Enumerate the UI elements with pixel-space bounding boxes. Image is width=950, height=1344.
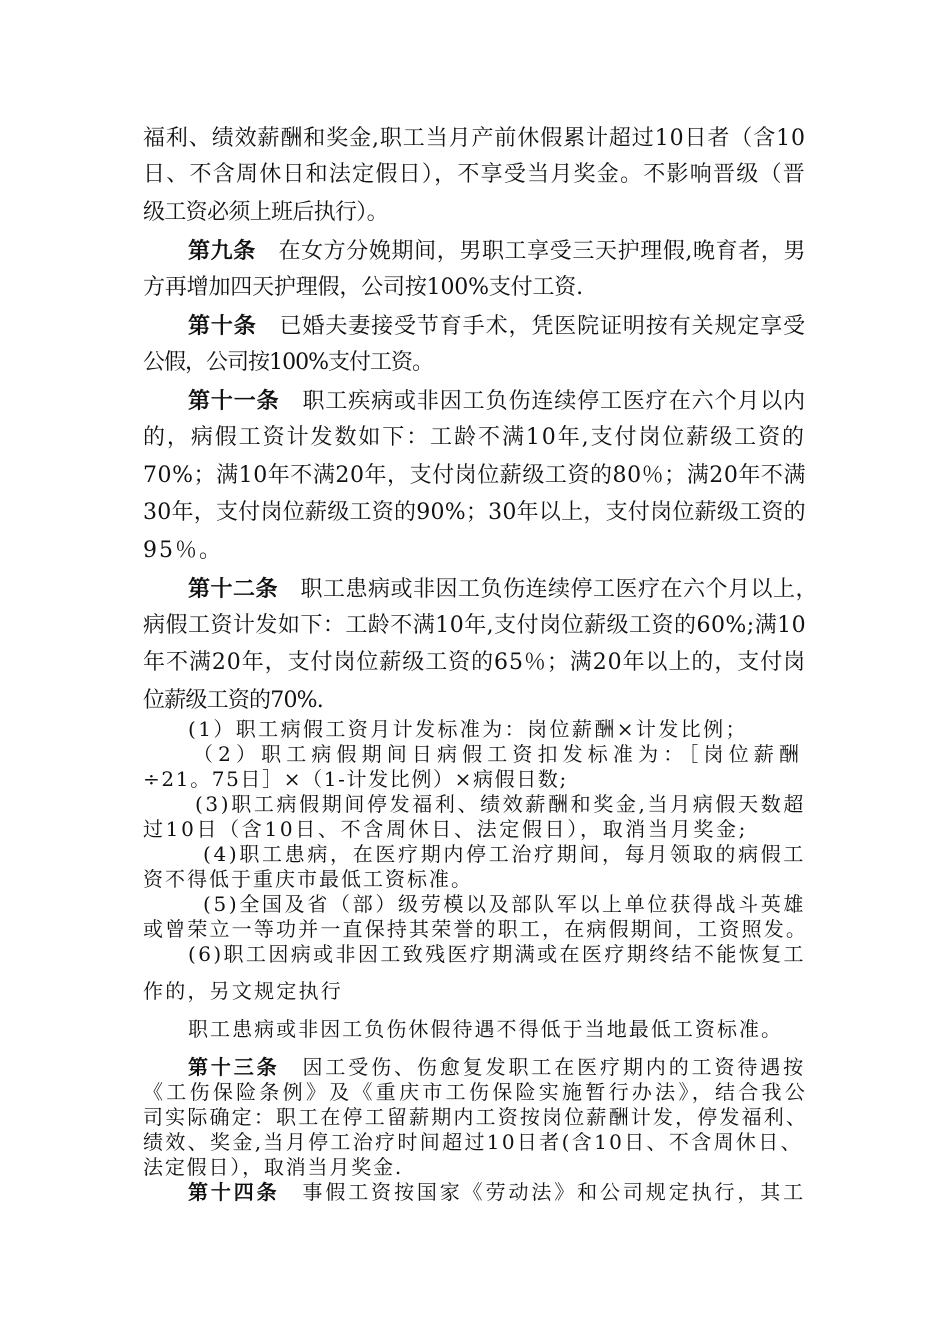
- line-text: 在女方分娩期间，男职工享受三天护理假,晚育者，男: [255, 239, 807, 264]
- line-text: 福利、绩效薪酬和奖金,职工当月产前休假累计超过10日者（含10: [143, 126, 806, 151]
- line-text: (5)全国及省（部）级劳模以及部队军以上单位获得战斗英雄: [203, 892, 807, 916]
- text-line: [143, 164, 806, 186]
- text-line: [203, 894, 806, 914]
- text-line: [188, 1057, 806, 1077]
- text-line: [188, 1182, 806, 1202]
- line-text: 级工资必须上班后执行）。: [143, 200, 388, 225]
- line-text: （2）职工病假期间日病假工资扣发标准为：［岗位薪酬: [193, 742, 804, 766]
- text-line: [195, 794, 806, 814]
- text-line: [143, 919, 808, 939]
- line-text: 法定假日），取消当月奖金.: [143, 1155, 404, 1179]
- line-text: 《工伤保险条例》及《重庆市工伤保险实施暂行办法》，结合我公: [143, 1080, 809, 1104]
- text-line: [143, 540, 223, 562]
- line-text: (6)职工因病或非因工致残医疗期满或在医疗期终结不能恢复工: [188, 942, 806, 966]
- article-heading: 第十二条: [188, 576, 279, 602]
- line-text: 绩效、奖金,当月停工治疗时间超过10日者(含10日、不含周休日、: [143, 1130, 803, 1154]
- text-line: [188, 315, 806, 338]
- text-line: [188, 1019, 783, 1039]
- line-text: 职工患病或非因工负伤连续停工医疗在六个月以上，: [278, 577, 819, 602]
- text-line: [143, 869, 473, 889]
- text-line: [143, 202, 388, 224]
- text-line: [188, 719, 748, 739]
- text-line: [143, 1082, 808, 1102]
- line-text: 日、不含周休日和法定假日），不享受当月奖金。不影响晋级（晋: [143, 162, 806, 187]
- line-text: 的，病假工资计发数如下：工龄不满10年,支付岗位薪级工资的: [143, 425, 806, 450]
- line-text: 因工受伤、伤愈复发职工在医疗期内的工资待遇按: [279, 1055, 807, 1079]
- line-text: 职工患病或非因工负伤休假待遇不得低于当地最低工资标准。: [188, 1017, 784, 1041]
- line-text: 30年，支付岗位薪级工资的90%；30年以上，支付岗位薪级工资的: [143, 500, 806, 525]
- text-line: [143, 1132, 803, 1152]
- text-line: [143, 427, 806, 449]
- text-line: [143, 277, 583, 299]
- article-heading: 第十条: [188, 313, 257, 339]
- text-line: [143, 1107, 808, 1127]
- line-text: 作的，另文规定执行: [143, 979, 343, 1003]
- line-text: 位薪级工资的70%.: [143, 688, 323, 713]
- line-text: (3)职工病假期间停发福利、绩效薪酬和奖金,当月病假天数超: [195, 792, 806, 816]
- line-text: 事假工资按国家《劳动法》和公司规定执行，其工: [279, 1180, 807, 1204]
- text-line: [143, 502, 806, 524]
- text-line: [188, 944, 806, 964]
- article-heading: 第十一条: [188, 388, 280, 414]
- line-text: 70%；满10年不满20年，支付岗位薪级工资的80％；满20年不满: [143, 463, 807, 488]
- article-heading: 第十三条: [188, 1055, 280, 1079]
- text-line: [188, 240, 806, 263]
- article-heading: 第九条: [188, 238, 256, 264]
- text-line: [143, 615, 806, 637]
- text-line: [188, 390, 806, 413]
- line-text: 方再增加四天护理假，公司按100%支付工资.: [143, 275, 583, 300]
- text-line: [188, 578, 818, 601]
- line-text: 过10日（含10日、不含周休日、法定假日），取消当月奖金;: [143, 817, 749, 841]
- line-text: 病假工资计发如下：工龄不满10年,支付岗位薪级工资的60%;满10: [143, 613, 807, 638]
- line-text: 年不满20年，支付岗位薪级工资的65％；满20年以上的，支付岗: [143, 650, 807, 675]
- text-line: [143, 1157, 403, 1177]
- text-line: [143, 981, 343, 1001]
- text-line: [143, 819, 748, 839]
- text-line: [143, 128, 806, 150]
- line-text: 职工疾病或非因工负伤连续停工医疗在六个月以内: [279, 389, 807, 414]
- line-text: ÷21。75日］×（1-计发比例）×病假日数;: [143, 767, 568, 791]
- text-line: [193, 744, 804, 764]
- line-text: (4)职工患病，在医疗期内停工治疗期间，每月领取的病假工: [203, 842, 807, 866]
- line-text: 已婚夫妻接受节育手术，凭医院证明按有关规定享受: [256, 314, 807, 339]
- text-line: [143, 465, 806, 487]
- line-text: 资不得低于重庆市最低工资标准。: [143, 867, 473, 891]
- text-line: [143, 690, 323, 712]
- line-text: 公假，公司按100%支付工资。: [143, 350, 434, 375]
- line-text: (1）职工病假工资月计发标准为：岗位薪酬×计发比例；: [188, 717, 748, 741]
- article-heading: 第十四条: [188, 1180, 280, 1204]
- text-line: [203, 844, 806, 864]
- text-line: [143, 652, 806, 674]
- text-line: [143, 769, 568, 789]
- line-text: 95％。: [143, 538, 223, 563]
- text-line: [143, 352, 433, 374]
- line-text: 或曾荣立一等功并一直保持其荣誉的职工，在病假期间，工资照发。: [143, 917, 809, 941]
- line-text: 司实际确定：职工在停工留薪期内工资按岗位薪酬计发，停发福利、: [143, 1105, 809, 1129]
